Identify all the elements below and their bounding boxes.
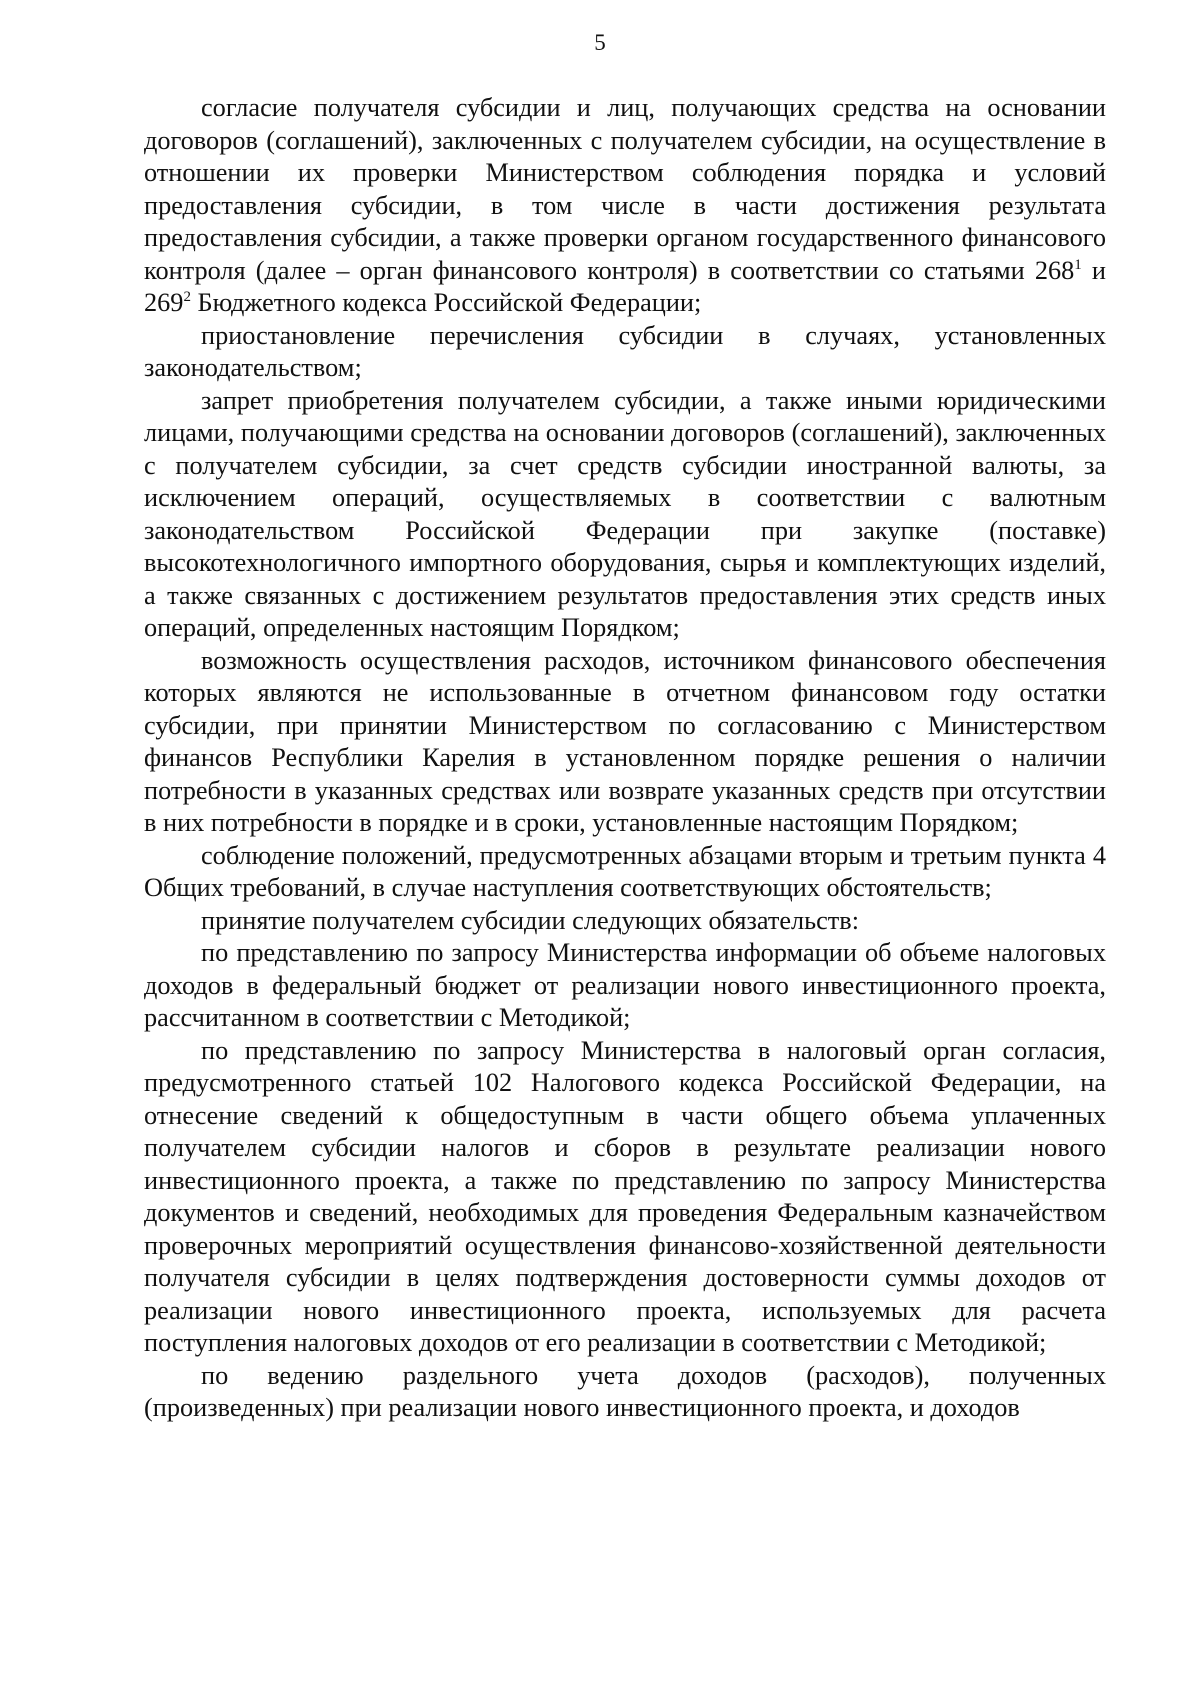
paragraph-tax-revenue-info: по представлению по запросу Министерства информации об объеме налоговых доходов в федеральный бюджет от реализации нового инвестиционного проекта, рассчитанном в соответствии с Методикой; [144,938,1106,1032]
article-number: 269 [144,288,184,317]
paragraph-separate-accounting: по ведению раздельного учета доходов (расходов), полученных (произведенных) при реализации нового инвестиционного проекта, и доходов [144,1360,1106,1422]
paragraph-consent-to-inspection [144,92,1106,320]
paragraph-tax-consent: по представлению по запросу Министерства в налоговый орган согласия, предусмотренного статьей 102 Налогового кодекса Российской Федерации, на отнесение сведений к общедоступным в части общего объема уплаченных получателем субсидии налогов и сборов в результате реализации нового инвестиционного проекта, а также по представлению по запросу Министерства документов и сведений, необходимых для проведения Федеральным казначейством проверочных мероприятий осуществления финансово-хозяйственной деятельности получателя субсидии в целях подтверждения достоверности суммы доходов от реализации нового инвестиционного проекта, используемых для расчета поступления налоговых доходов от его реализации в соответствии с Методикой; [144,1035,1106,1357]
paragraph-text: и [1081,255,1106,285]
paragraph-text: согласие получателя субсидии и лиц, получающих средства на основании договоров (соглашений), заключенных с получателем субсидии, на осуществление в отношении их проверки Министерством соблюдения порядка и условий предоставления субсидии, в том числе в части достижения результата предоставления субсидии, а также проверки органом государственного финансового контроля (далее – орган финансового контроля) в соответствии со статьями [144,93,1106,285]
article-number: 268 [1034,255,1075,285]
article-superscript: 2 [183,289,191,305]
paragraph-obligations-intro: принятие получателем субсидии следующих обязательств: [201,905,860,935]
paragraph-currency-ban: запрет приобретения получателем субсидии, а также иными юридическими лицами, получающими средства на основании договоров (соглашений), заключенных с получателем субсидии, за счет средств субсидии иностранной валюты, за исключением операций, осуществляемых в соответствии с валютным законодательством Российской Федерации при закупке (поставке) высокотехнологичного импортного оборудования, сырья и комплектующих изделий, а также связанных с достижением результатов предоставления этих средств иных операций, определенных настоящим Порядком; [144,385,1106,642]
paragraph-general-requirements: соблюдение положений, предусмотренных абзацами вторым и третьим пункта 4 Общих требований, в случае наступления соответствующих обстоятельств; [144,840,1106,902]
paragraph-unused-balance: возможность осуществления расходов, источником финансового обеспечения которых являются не использованные в отчетном финансовом году остатки субсидии, при принятии Министерством по согласованию с Министерством финансов Республики Карелия в установленном порядке решения о наличии потребности в указанных средствах или возврате указанных средств при отсутствии в них потребности в порядке и в сроки, установленные настоящим Порядком; [144,645,1106,837]
page-number: 5 [594,30,606,55]
paragraph-suspension: приостановление перечисления субсидии в случаях, установленных законодательством; [144,320,1106,382]
paragraph-text: Бюджетного кодекса Российской Федерации; [190,288,702,317]
document-body [144,92,1106,1425]
article-superscript: 1 [1074,256,1082,273]
